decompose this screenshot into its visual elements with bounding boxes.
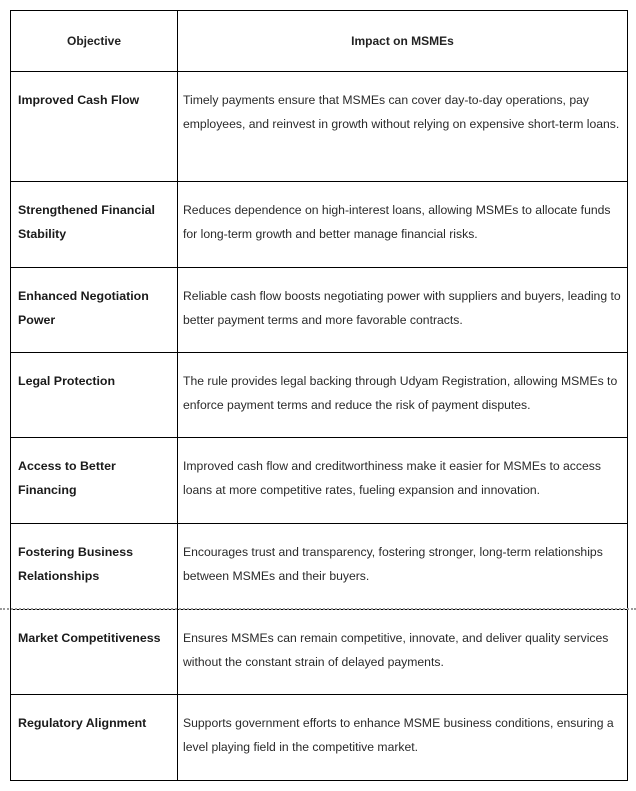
table-row	[11, 182, 628, 268]
impact-cell: Ensures MSMEs can remain competitive, innovate, and deliver quality services without the constant strain of delayed payments.	[178, 610, 628, 695]
objective-cell: Access to Better Financing	[11, 438, 178, 524]
table-row	[11, 524, 628, 610]
table-row	[11, 353, 628, 438]
header-impact: Impact on MSMEs	[178, 11, 628, 72]
objective-cell: Enhanced Negotiation Power	[11, 268, 178, 353]
impact-cell: The rule provides legal backing through Udyam Registration, allowing MSMEs to enforce payment terms and reduce the risk of payment disputes.	[178, 353, 628, 438]
header-objective: Objective	[11, 11, 178, 72]
impact-cell: Reduces dependence on high-interest loans, allowing MSMEs to allocate funds for long-term growth and better manage financial risks.	[178, 182, 628, 268]
objective-cell: Fostering Business Relationships	[11, 524, 178, 610]
page-break-separator	[0, 608, 636, 610]
table-row	[11, 610, 628, 695]
impact-cell: Supports government efforts to enhance MSME business conditions, ensuring a level playing field in the competitive market.	[178, 695, 628, 781]
objective-cell: Market Competitiveness	[11, 610, 178, 695]
objective-cell: Strengthened Financial Stability	[11, 182, 178, 268]
table-header-row	[11, 11, 628, 72]
objectives-table	[10, 10, 628, 781]
table-row	[11, 268, 628, 353]
objective-cell: Regulatory Alignment	[11, 695, 178, 781]
impact-cell: Reliable cash flow boosts negotiating power with suppliers and buyers, leading to better payment terms and more favorable contracts.	[178, 268, 628, 353]
objective-cell: Legal Protection	[11, 353, 178, 438]
objective-cell: Improved Cash Flow	[11, 72, 178, 182]
impact-cell: Timely payments ensure that MSMEs can cover day-to-day operations, pay employees, and reinvest in growth without relying on expensive short-term loans.	[178, 72, 628, 182]
table-row	[11, 438, 628, 524]
table-row	[11, 695, 628, 781]
impact-cell: Improved cash flow and creditworthiness make it easier for MSMEs to access loans at more competitive rates, fueling expansion and innovation.	[178, 438, 628, 524]
table-row	[11, 72, 628, 182]
impact-cell: Encourages trust and transparency, fostering stronger, long-term relationships between MSMEs and their buyers.	[178, 524, 628, 610]
